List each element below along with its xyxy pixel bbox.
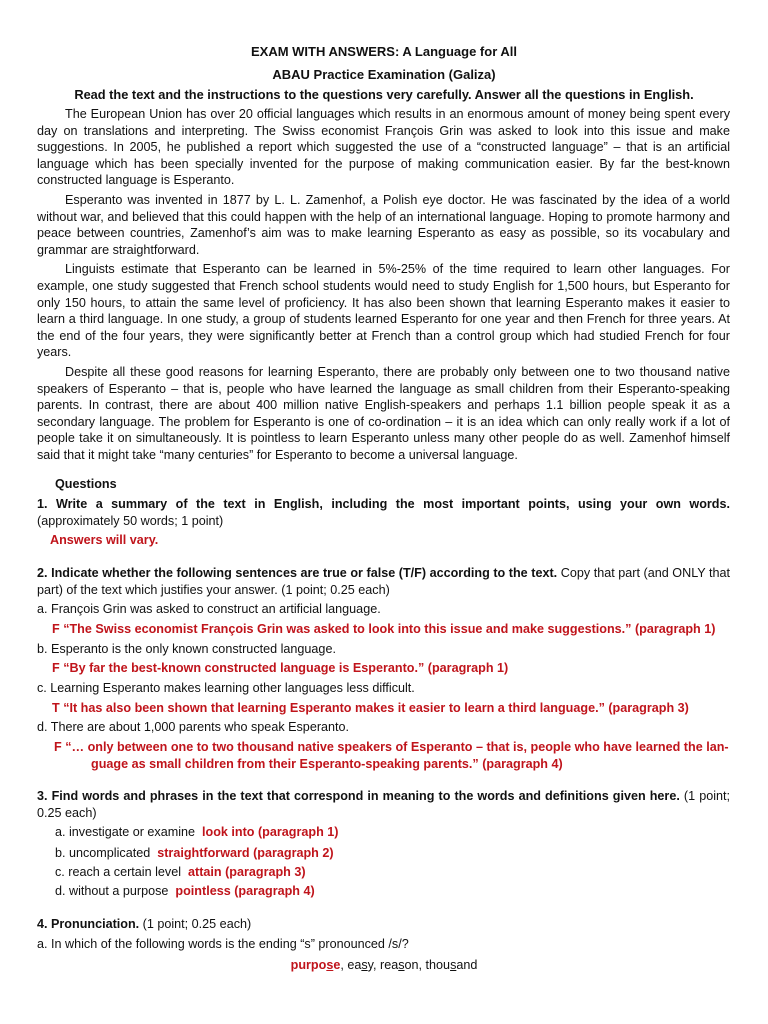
q1-prompt: 1. Write a summary of the text in English, including the most important points, using your own words. [37,497,730,511]
q3-answer-a: look into (paragraph 1) [202,825,339,839]
word-purpose: purpose [290,958,341,972]
q2-answer-c: T “It has also been shown that learning Esperanto makes it easier to learn a third language.” (paragraph 3) [52,701,689,715]
q3-points: (1 point; 0.25 each) [37,789,730,820]
q2-statement-b: b. Esperanto is the only known constructed language. [37,642,336,656]
reading-text [37,106,730,463]
exam-instructions: Read the text and the instructions to the questions very carefully. Answer all the questions in English. [74,87,694,102]
q2-answer-b: F “By far the best-known constructed language is Esperanto.” (paragraph 1) [52,661,509,675]
word-easy: easy [347,958,374,972]
exam-title: EXAM WITH ANSWERS: A Language for All [250,44,517,59]
word-thousand: thousand [425,958,478,972]
q3-item-d [55,883,315,900]
q3-item-b [55,845,334,862]
q3-answer-b: straightforward (paragraph 2) [157,846,334,860]
q3-answer-c: attain (paragraph 3) [188,865,306,879]
q4-sub-a: a. In which of the following words is the ending “s” pronounced /s/? [37,937,409,951]
q4-word-list: purpose, easy, reason, thousand [290,958,478,972]
q2-prompt: 2. Indicate whether the following sentences are true or false (T/F) according to the text. [37,566,558,580]
paragraph-3: Linguists estimate that Esperanto can be learned in 5%-25% of the time required to learn other languages. For example, one study suggested that French school students would need to study English for 1,500 hours, but Esperanto for only 150 hours, to attain the same level of proficiency. It has also been shown that learning Esperanto makes it easier to learn a third language. In one study, a group of students learned Esperanto for one year and then French for three years. At the end of the four years, they were significantly better at French than a control group which had studied French for four years. [37,262,730,360]
questions-heading: Questions [55,477,117,491]
q2-statement-a: a. François Grin was asked to construct an artificial language. [37,602,381,616]
q3-def-a: a. investigate or examine [55,825,196,839]
word-reason: reason [380,958,419,972]
q3-def-b: b. uncomplicated [55,846,151,860]
q4-points: (1 point; 0.25 each) [142,917,252,931]
q2-answer-d-line1: F “… only between one to two thousand native speakers of Esperanto – that is, people who have learned the lan- [54,740,729,754]
q2-answer-d-line2: guage as small children from their Esperanto-speaking parents.” (paragraph 4) [91,757,563,771]
paragraph-2: Esperanto was invented in 1877 by L. L. Zamenhof, a Polish eye doctor. He was fascinated by the idea of a world without war, and believed that this could happen with the help of an international language. Hoping to promote harmony and peace between countries, Zamenhof’s aim was to make learning Esperanto as easy as possible, so its vocabulary and grammar are straightforward. [37,192,730,257]
q4-prompt: 4. Pronunciation. [37,917,140,931]
paragraph-1: The European Union has over 20 official languages which results in an enormous amount of money being spent every day on translations and interpreting. The Swiss economist François Grin was asked to look into this issue and make suggestions. In 2005, he published a report which suggested the use of a “constructed language” – that is an artificial language which has been specially invented for the purpose of making communication easier. By far the best-known constructed language is Esperanto. [37,107,730,188]
q2-statement-d: d. There are about 1,000 parents who speak Esperanto. [37,720,350,734]
q1-answer: Answers will vary. [50,533,159,547]
q3-item-a [55,824,338,841]
q3-answer-d: pointless (paragraph 4) [175,884,315,898]
question-2 [37,565,730,598]
q2-statement-c: c. Learning Esperanto makes learning other languages less difficult. [37,681,415,695]
question-4 [37,916,251,933]
q1-points: (approximately 50 words; 1 point) [37,513,224,528]
question-1 [37,496,730,529]
paragraph-4: Despite all these good reasons for learning Esperanto, there are probably only between one to two thousand native speakers of Esperanto – that is, people who have learned the language as small children from their Esperanto-speaking parents. In contrast, there are about 400 million native English-speakers and perhaps 1.1 billion people speak it as a secondary language. The problem for Esperanto is one of co-ordination – it is an idea which can only really work if a lot of people take it on simultaneously. It is pointless to learn Esperanto unless many other people do as well. Zamenhof himself said that it might take “many centuries” for Esperanto to become a universal language. [37,364,730,462]
q3-prompt: 3. Find words and phrases in the text that correspond in meaning to the words and definitions given here. [37,789,680,803]
q3-item-c [55,864,306,881]
q2-answer-a: F “The Swiss economist François Grin was asked to look into this issue and make suggestions.” (paragraph 1) [52,622,716,636]
q2-instructions: Copy that part (and ONLY that part) of the text which justifies your answer. (1 point; 0.25 each) [37,566,731,597]
q3-def-c: c. reach a certain level [55,865,181,879]
exam-subtitle: ABAU Practice Examination (Galiza) [272,67,496,82]
q3-def-d: d. without a purpose [55,884,169,898]
question-3 [37,788,730,821]
